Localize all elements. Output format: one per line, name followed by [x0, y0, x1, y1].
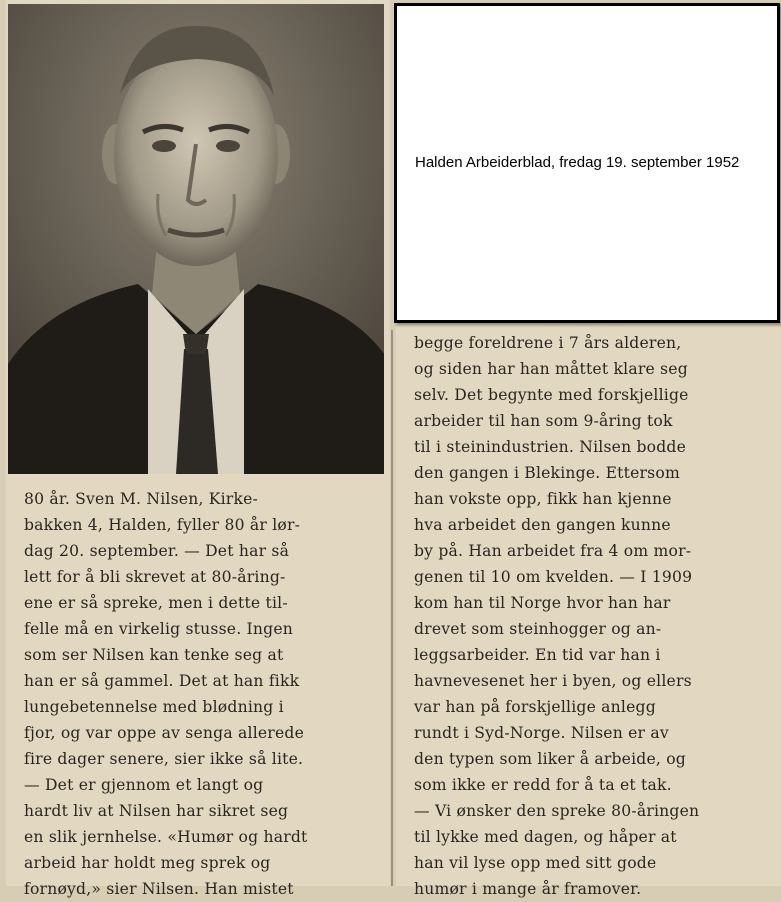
article-line: han vil lyse opp med sitt gode: [414, 854, 657, 872]
article-line: fire dager senere, sier ikke så lite.: [24, 750, 304, 768]
article-line: fjor, og var oppe av senga allerede: [24, 724, 304, 742]
article-line: drevet som steinhogger og an-: [414, 620, 662, 638]
article-line: arbeid har holdt meg sprek og: [24, 854, 271, 872]
article-line: felle må en virkelig stusse. Ingen: [24, 620, 293, 638]
article-line: den typen som liker å arbeide, og: [414, 750, 686, 768]
article-line: rundt i Syd-Norge. Nilsen er av: [414, 724, 669, 742]
column-divider: [391, 330, 393, 886]
article-line: han vokste opp, fikk han kjenne: [414, 490, 672, 508]
caption-text: Halden Arbeiderblad, fredag 19. september 1952: [415, 154, 740, 171]
article-line: arbeider til han som 9-åring tok: [414, 412, 673, 430]
article-line: humør i mange år framover.: [414, 880, 642, 898]
article-line: den gangen i Blekinge. Ettersom: [414, 464, 680, 482]
article-line: fornøyd,» sier Nilsen. Han mistet: [24, 880, 294, 898]
article-line: selv. Det begynte med forskjellige: [414, 386, 689, 404]
article-line: hva arbeidet den gangen kunne: [414, 516, 671, 534]
article-line: — Det er gjennom et langt og: [24, 776, 264, 794]
article-line: bakken 4, Halden, fyller 80 år lør-: [24, 516, 301, 534]
article-line: var han på forskjellige anlegg: [414, 698, 656, 716]
article-left-column: [24, 486, 386, 902]
article-line: og siden har han måttet klare seg: [414, 360, 688, 378]
article-line: begge foreldrene i 7 års alderen,: [414, 334, 682, 352]
article-line: kom han til Norge hvor han har: [414, 594, 671, 612]
article-line: by på. Han arbeidet fra 4 om mor-: [414, 542, 692, 560]
article-line: hardt liv at Nilsen har sikret seg: [24, 802, 289, 820]
article-line: leggsarbeider. En tid var han i: [414, 646, 661, 664]
article-line: genen til 10 om kvelden. — I 1909: [414, 568, 693, 586]
article-line: dag 20. september. — Det har så: [24, 542, 290, 560]
article-line: til lykke med dagen, og håper at: [414, 828, 677, 846]
article-line: ene er så spreke, men i dette til-: [24, 594, 288, 612]
article-line: lungebetennelse med blødning i: [24, 698, 284, 716]
article-line: en slik jernhelse. «Humør og hardt: [24, 828, 308, 846]
article-right-column: [414, 330, 776, 902]
article-line: — Vi ønsker den spreke 80-åringen: [414, 802, 700, 820]
portrait-image: [8, 4, 384, 474]
caption-box: [394, 3, 780, 323]
article-line: 80 år. Sven M. Nilsen, Kirke-: [24, 490, 258, 508]
article-line: som ser Nilsen kan tenke seg at: [24, 646, 284, 664]
portrait-photo: [8, 4, 384, 474]
article-line: han er så gammel. Det at han fikk: [24, 672, 300, 690]
article-line: som ikke er redd for å ta et tak.: [414, 776, 672, 794]
article-line: lett for å bli skrevet at 80-åring-: [24, 568, 286, 586]
article-line: havnevesenet her i byen, og ellers: [414, 672, 692, 690]
article-line: til i steinindustrien. Nilsen bodde: [414, 438, 687, 456]
